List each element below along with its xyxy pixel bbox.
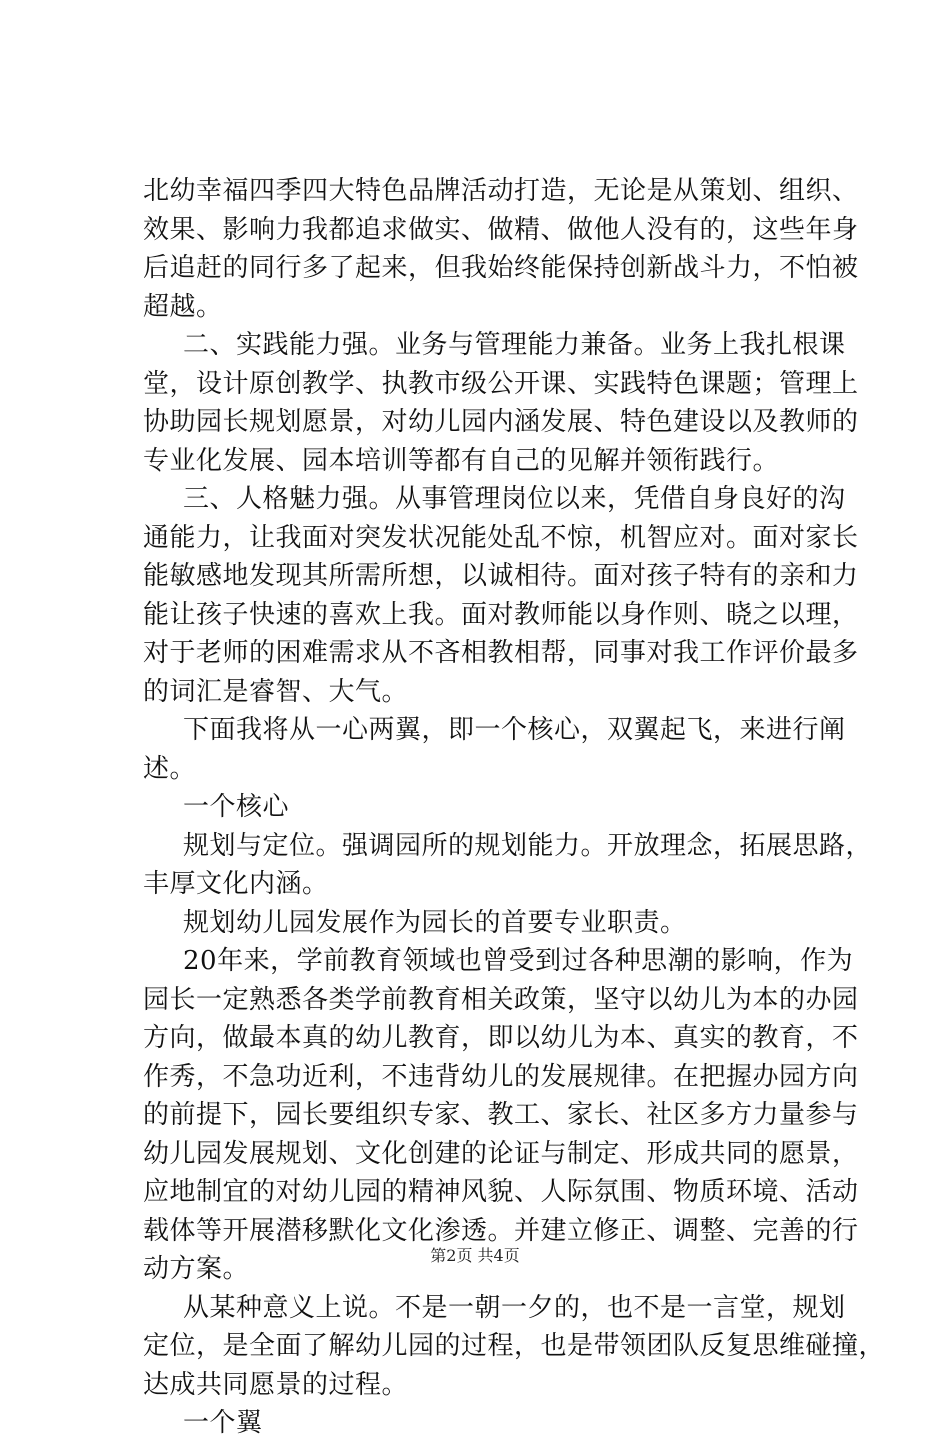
text-line: 的词汇是睿智、大气。 [143,676,409,707]
text-line: 规划与定位。强调园所的规划能力。开放理念，拓展思路， [183,830,873,861]
text-line: 载体等开展潜移默化文化渗透。并建立修正、调整、完善的行 [143,1215,859,1246]
text-line: 能敏感地发现其所需所想，以诚相待。面对孩子特有的亲和力 [143,561,859,591]
text-line: 定位，是全面了解幼儿园的过程，也是带领团队反复思维碰撞， [143,1331,886,1361]
text-line: 能让孩子快速的喜欢上我。面对教师能以身作则、晓之以理， [143,599,859,630]
text-line: 20年来，学前教育领域也曾受到过各种思潮的影响，作为 [183,946,854,976]
text-line: 超越。 [143,291,223,322]
text-line: 丰厚文化内涵。 [143,869,329,899]
text-line: 专业化发展、园本培训等都有自己的见解并领衔践行。 [143,445,780,476]
text-line: 园长一定熟悉各类学前教育相关政策，坚守以幼儿为本的办园 [143,984,859,1015]
text-line: 幼儿园发展规划、文化创建的论证与制定、形成共同的愿景， [143,1138,859,1169]
text-line: 达成共同愿景的过程。 [143,1369,409,1400]
text-line: 一个核心 [183,792,290,822]
text-line: 对于老师的困难需求从不吝相教相帮，同事对我工作评价最多 [143,638,859,668]
text-line: 一个翼 [183,1408,263,1438]
text-line: 三、人格魅力强。从事管理岗位以来，凭借自身良好的沟 [183,484,846,514]
text-line: 效果、影响力我都追求做实、做精、做他人没有的，这些年身 [143,214,859,245]
text-line: 应地制宜的对幼儿园的精神风貌、人际氛围、物质环境、活动 [143,1177,859,1207]
text-line: 述。 [143,753,197,784]
text-line: 协助园长规划愿景，对幼儿园内涵发展、特色建设以及教师的 [143,407,859,437]
text-line: 规划幼儿园发展作为园长的首要专业职责。 [183,907,687,938]
text-line: 作秀，不急功近利，不违背幼儿的发展规律。在把握办园方向 [143,1061,859,1092]
text-line: 下面我将从一心两翼，即一个核心，双翼起飞，来进行阐 [183,715,846,745]
text-line: 堂，设计原创教学、执教市级公开课、实践特色课题；管理上 [143,368,859,399]
text-line: 通能力，让我面对突发状况能处乱不惊，机智应对。面对家长 [143,522,859,553]
page-footer: 第2页 共4页 [430,1246,520,1265]
text-line: 后追赶的同行多了起来，但我始终能保持创新战斗力，不怕被 [143,253,859,283]
text-line: 从某种意义上说。不是一朝一夕的，也不是一言堂，规划 [183,1292,846,1323]
text-line: 方向，做最本真的幼儿教育，即以幼儿为本、真实的教育，不 [143,1023,859,1053]
text-line: 动方案。 [143,1254,250,1284]
text-line: 的前提下，园长要组织专家、教工、家长、社区多方力量参与 [143,1100,859,1130]
text-line: 北幼幸福四季四大特色品牌活动打造，无论是从策划、组织、 [143,176,859,206]
text-line: 二、实践能力强。业务与管理能力兼备。业务上我扎根课 [183,330,846,360]
